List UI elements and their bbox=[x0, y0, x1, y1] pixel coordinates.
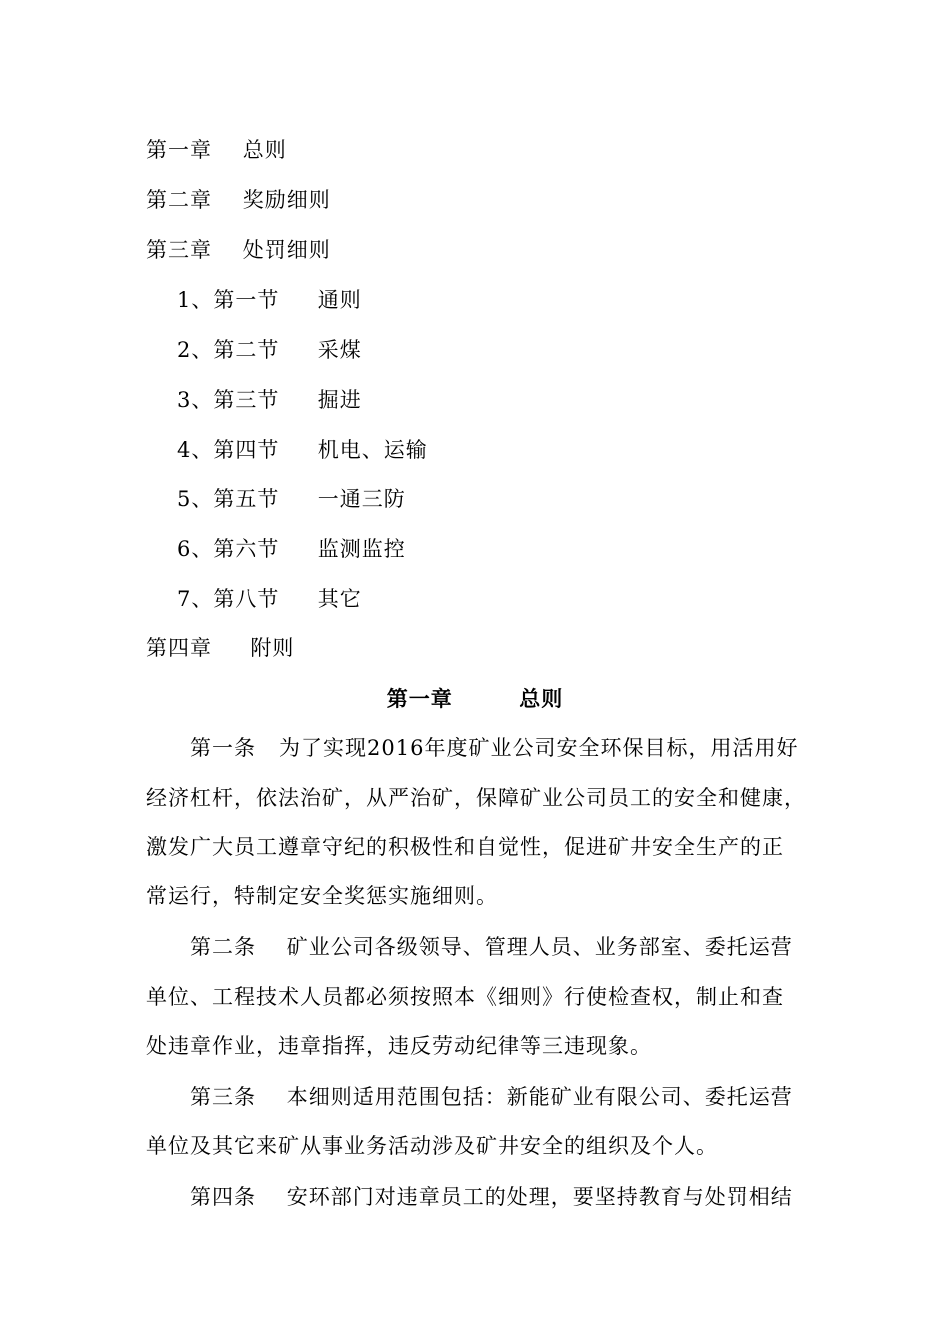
body-line: 单位及其它来矿从事业务活动涉及矿井安全的组织及个人。 bbox=[146, 1134, 718, 1158]
toc-section-item: 5、第五节 一通三防 bbox=[177, 487, 406, 511]
toc-chapter-4: 第四章 附则 bbox=[146, 636, 295, 660]
body-line: 处违章作业，违章指挥，违反劳动纪律等三违现象。 bbox=[146, 1034, 652, 1058]
toc-section-item: 2、第二节 采煤 bbox=[177, 338, 362, 362]
body-line: 经济杠杆，依法治矿，从严治矿，保障矿业公司员工的安全和健康， bbox=[146, 786, 806, 810]
body-line: 第四条 安环部门对违章员工的处理，要坚持教育与处罚相结 bbox=[190, 1185, 793, 1209]
body-line: 激发广大员工遵章守纪的积极性和自觉性，促进矿井安全生产的正 bbox=[146, 835, 784, 859]
toc-section-item: 1、第一节 通则 bbox=[177, 288, 362, 312]
toc-chapter-1: 第一章 总则 bbox=[146, 138, 287, 162]
toc-section-item: 6、第六节 监测监控 bbox=[177, 537, 406, 561]
body-line: 常运行，特制定安全奖惩实施细则。 bbox=[146, 884, 498, 908]
toc-section-item: 4、第四节 机电、运输 bbox=[177, 438, 428, 462]
body-line: 单位、工程技术人员都必须按照本《细则》行使检查权，制止和查 bbox=[146, 985, 784, 1009]
toc-chapter-3: 第三章 处罚细则 bbox=[146, 238, 331, 262]
body-line: 第一条 为了实现2016年度矿业公司安全环保目标，用活用好 bbox=[190, 736, 799, 760]
toc-section-item: 3、第三节 掘进 bbox=[177, 388, 362, 412]
body-line: 第三条 本细则适用范围包括：新能矿业有限公司、委托运营 bbox=[190, 1085, 793, 1109]
body-line: 第二条 矿业公司各级领导、管理人员、业务部室、委托运营 bbox=[190, 935, 793, 959]
toc-section-item: 7、第八节 其它 bbox=[177, 587, 362, 611]
chapter-heading: 第一章 总则 bbox=[386, 686, 564, 711]
toc-chapter-2: 第二章 奖励细则 bbox=[146, 188, 331, 212]
